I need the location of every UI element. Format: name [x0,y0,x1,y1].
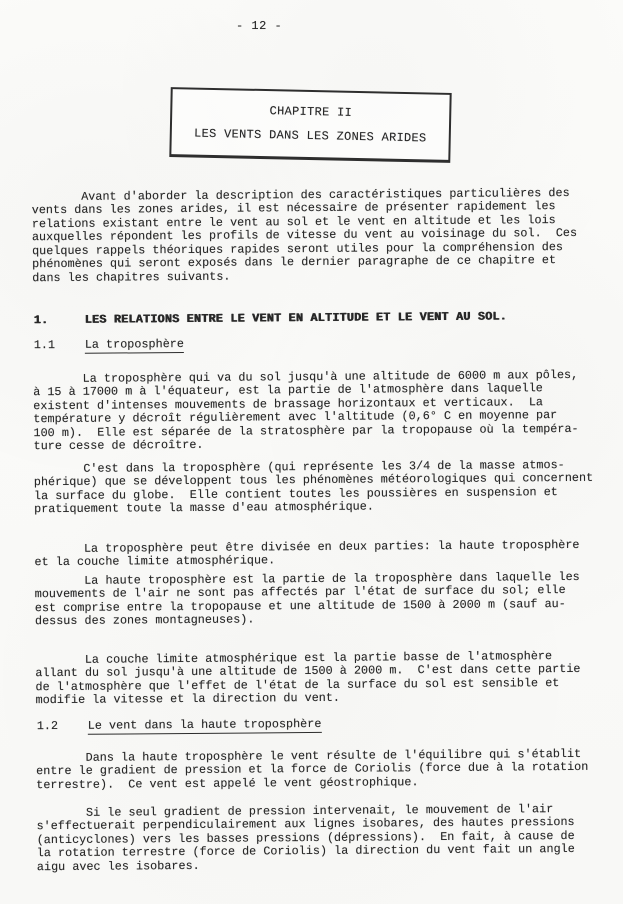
section-1-heading [34,310,507,327]
paragraph-troposphere-parts: La troposphère peut être divisée en deux parties: la haute troposphère et la couche limite atmosphérique. [34,537,580,570]
section-1-2-number: 1.2 [36,718,59,734]
paragraph-troposphere-phenomena: C'est dans la troposphère (qui représente les 3/4 de la masse atmos- phérique) que se développent tous les phénomènes météorologiques qui concernent la surface du globe. Elle contient toutes les poussières en suspension et pratiquement toute la masse d'eau atmosphérique. [33,458,594,517]
paragraph-couche-limite: La couche limite atmosphérique est la partie basse de l'atmosphère allant du sol jusqu'à une altitude de 1500 à 2000 m. C'est dans cette partie de l'atmosphère que l'effet de l'état de la surface du sol est sensible et modifie la vitesse et la direction du vent. [35,649,581,708]
paragraph-intro: Avant d'aborder la description des caractéristiques particulières des vents dans les zones arides, il est nécessaire de présenter rapidement les relations existant entre le vent au sol et le vent en altitude et les lois auxquelles répondent les profils de vitesse du vent au voisinage du sol. Ces quelques rappels théoriques rapides seront utiles pour la compréhension des phénomènes qui seront exposés dans le dernier paragraphe de ce chapitre et dans les chapitres suivants. [31,185,578,285]
paragraph-troposphere-definition: La troposphère qui va du sol jusqu'à une altitude de 6000 m aux pôles, à 15 à 17000 m à l'équateur, est la partie de l'atmosphère dans laquelle existent d'intenses mouvements de brassage horizontaux et verticaux. La température y décroît régulièrement avec l'altitude (0,6° C en moyenne par 100 m). Elle est séparée de la stratosphère par la tropopause où la tempéra- ture cesse de décroître. [33,367,579,454]
page-number: - 12 - [236,19,283,33]
paragraph-haute-troposphere: La haute troposphère est la partie de la troposphère dans laquelle les mouvements de l'air ne sont pas affectés par l'état de surface du sol; elle est comprise entre la tropopause et une altitude de 1500 à 2000 m (sauf au- dessus des zones montagneuses). [34,569,580,629]
section-1-1-heading [34,338,184,355]
chapter-subtitle: LES VENTS DANS LES ZONES ARIDES [193,126,427,146]
section-1-2-title: Le vent dans la haute troposphère [88,718,322,735]
section-1-1-number: 1.1 [33,338,56,353]
section-1-1-title: La troposphère [85,338,184,354]
paragraph-gradient-pression: Si le seul gradient de pression intervenait, le mouvement de l'air s'effectuerait perpendiculairement aux lignes isobares, des hautes pressions (anticyclones) vers les basses pressions (dépressions). En fait, à cause de la rotation terrestre (force de Coriolis) la direction du vent fait un angle aigu avec les isobares. [36,802,575,874]
paragraph-vent-geostrophique: Dans la haute troposphère le vent résulte de l'équilibre qui s'établit entre le gradient de pression et la force de Coriolis (force due à la rotation terrestre). Ce vent est appelé le vent géostrophique. [35,746,589,793]
chapter-heading: CHAPITRE II [269,104,353,120]
section-1-number: 1. [33,313,49,328]
section-1-title: LES RELATIONS ENTRE LE VENT EN ALTITUDE ET LE VENT AU SOL. [84,309,507,327]
section-1-2-heading [37,718,322,736]
